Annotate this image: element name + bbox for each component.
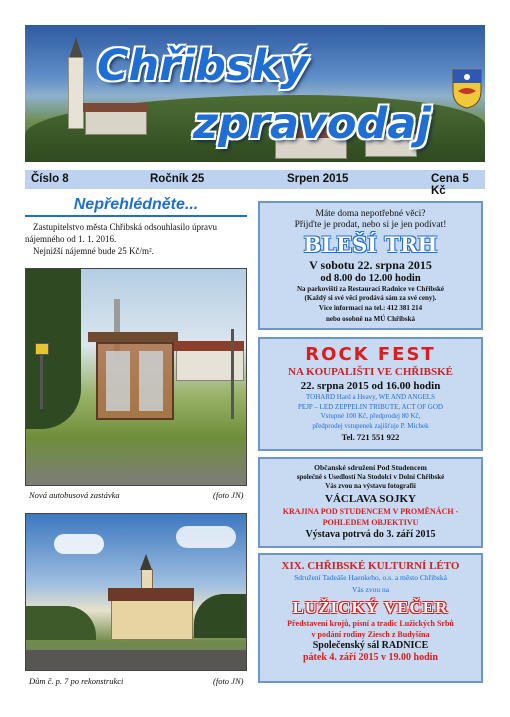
bus-shelter-window xyxy=(139,351,163,411)
flea-market-time: od 8.00 do 12.00 hodin xyxy=(320,273,421,284)
photo-tree xyxy=(194,594,247,638)
photo-cloud xyxy=(176,526,236,548)
photo-tree xyxy=(26,606,96,640)
masthead xyxy=(25,25,485,162)
flea-market-date: V sobotu 22. srpna 2015 xyxy=(309,258,432,272)
lead-article-paragraph: Nejnižší nájemné bude 25 Kč/m². xyxy=(33,246,154,256)
town-crest-icon xyxy=(452,69,482,109)
flea-market-line: Máte doma nepotřebné věci? xyxy=(315,209,426,219)
rock-fest-line: PEJP – LED ZEPPELIN TRIBUTE, ACT OF GOD xyxy=(298,402,443,411)
lead-article-body xyxy=(25,221,247,257)
church-tower xyxy=(68,57,84,129)
rock-fest-date: 22. srpna 2015 od 16.00 hodin xyxy=(300,380,441,392)
rock-fest-price: Vstupné 100 Kč, předprodej 80 Kč, xyxy=(320,412,421,420)
lead-article-paragraph: Zastupitelstvo města Chřibská odsouhlasilo úpravu nájemného od 1. 1. 2016. xyxy=(25,222,217,244)
church-spire xyxy=(69,37,83,59)
rock-fest-box xyxy=(258,337,483,451)
masthead-title-line1: Chřibský xyxy=(97,41,309,91)
flea-market-line: Přijďte je prodat, nebo si je jen podívat! xyxy=(294,220,447,230)
cultural-summer-event: LUŽICKÝ VEČER xyxy=(292,598,449,617)
exhibition-title-line1: KRAJINA POD STUDENCEM V PROMĚNÁCH - xyxy=(282,506,459,516)
issue-volume: Ročník 25 xyxy=(150,173,205,185)
issue-number: Číslo 8 xyxy=(31,173,69,185)
house-facade xyxy=(111,600,193,640)
bus-stop-photo xyxy=(25,268,247,486)
bus-shelter-window xyxy=(106,351,130,411)
cultural-summer-venue: Společenský sál RADNICE xyxy=(312,640,429,651)
flea-market-line: Na parkovišti za Restaurací Radnice ve Chřibské xyxy=(297,285,444,293)
exhibition-line: společně s Usedlostí Na Stodolci v Dolní Chřibské xyxy=(296,472,445,481)
cultural-summer-title: XIX. CHŘIBSKÉ KULTURNÍ LÉTO xyxy=(281,560,460,572)
photo-road xyxy=(26,650,247,671)
bus-stop-credit: (foto JN) xyxy=(213,490,244,500)
masthead-house xyxy=(85,111,147,135)
bus-stop-sign-post xyxy=(40,349,43,409)
cultural-summer-box xyxy=(258,553,483,683)
photo-church-spire xyxy=(140,554,152,570)
exhibition-line: Vás zvou na výstavu fotografií xyxy=(325,482,416,490)
house-caption: Dům č. p. 7 po rekonstrukci xyxy=(29,676,124,686)
bus-shelter-roof xyxy=(88,332,178,342)
exhibition-line: Občanské sdružení Pod Studencem xyxy=(314,463,427,472)
exhibition-until: Výstava potrvá do 3. září 2015 xyxy=(305,528,436,540)
flea-market-phone: Více informací na tel.: 412 381 214 xyxy=(318,304,423,312)
rock-fest-line: TOHARD Hard a Heavy, WE AND ANGELS xyxy=(306,393,435,401)
masthead-roof xyxy=(83,103,147,112)
cultural-summer-datetime: pátek 4. září 2015 v 19.00 hodin xyxy=(302,652,438,663)
rock-fest-subtitle: NA KOUPALIŠTI VE CHŘIBSKÉ xyxy=(288,366,453,378)
bus-stop-caption: Nová autobusová zastávka xyxy=(29,490,120,500)
bus-stop-sign xyxy=(35,343,49,355)
cultural-summer-line: v podání rodiny Ziesch z Budyšína xyxy=(311,630,430,639)
flea-market-box xyxy=(258,201,483,330)
flea-market-title: BLEŠÍ TRH xyxy=(303,232,438,257)
cultural-summer-organizer: Sdružení Tadeáše Haenkeho, o.s. a město Chřibská xyxy=(294,573,447,582)
flea-market-line: nebo osobně na MÚ Chřibská xyxy=(325,315,416,323)
lead-article-title: Nepřehlédněte... xyxy=(25,196,247,217)
house-credit: (foto JN) xyxy=(213,676,244,686)
house-roof xyxy=(108,588,194,601)
house-photo xyxy=(25,513,247,671)
rock-fest-title: ROCK FEST xyxy=(305,344,436,365)
cultural-summer-invite: Vás zvou na xyxy=(351,585,390,594)
issue-price: Cena 5 Kč xyxy=(431,173,469,197)
flea-market-line: (Každý si své věci prodává sám za své ceny). xyxy=(304,294,437,302)
cultural-summer-line: Představení krojů, písní a tradic Lužických Srbů xyxy=(287,619,454,628)
exhibition-author: VÁCLAVA SOJKY xyxy=(325,492,416,505)
issue-info-bar xyxy=(25,170,485,197)
road-sign-post xyxy=(231,329,234,419)
masthead-title-line2: zpravodaj xyxy=(193,99,432,149)
rock-fest-phone: Tel. 721 551 922 xyxy=(341,432,400,442)
exhibition-title-line2: POHLEDEM OBJEKTIVU xyxy=(322,517,419,527)
issue-date: Srpen 2015 xyxy=(287,173,349,185)
exhibition-box xyxy=(258,457,483,548)
rock-fest-presale: předprodej vstupenek zajišťuje P. Michek xyxy=(312,421,429,430)
photo-cloud xyxy=(54,534,104,554)
